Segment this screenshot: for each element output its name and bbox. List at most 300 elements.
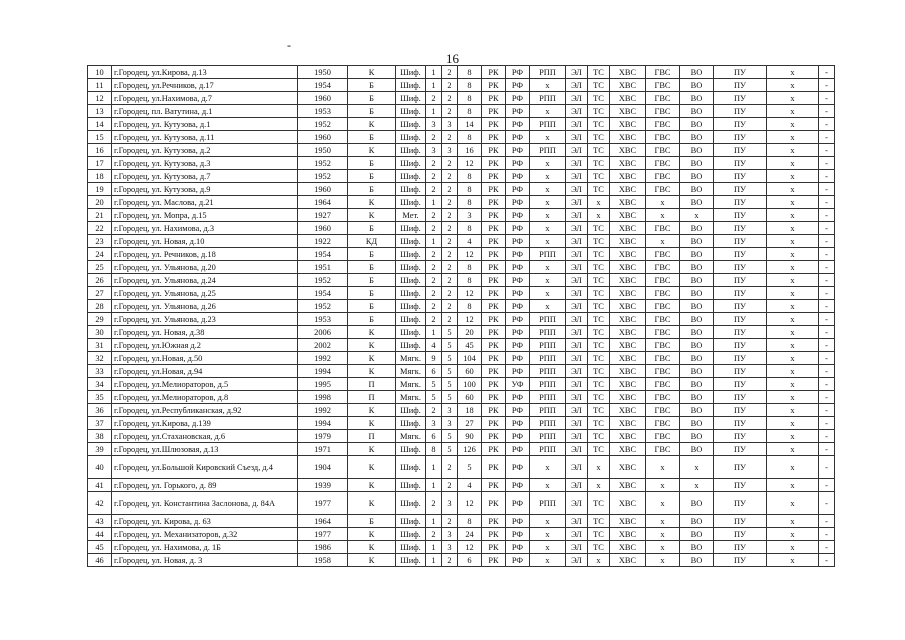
- table-cell: 1994: [298, 365, 348, 378]
- table-cell: ЭЛ: [566, 157, 588, 170]
- table-cell: 2: [442, 92, 458, 105]
- table-cell: 12: [458, 287, 482, 300]
- table-cell: К: [348, 554, 396, 567]
- table-cell: 2: [426, 300, 442, 313]
- table-cell: ХВС: [610, 326, 646, 339]
- table-cell: РПП: [530, 417, 566, 430]
- table-cell: 3: [442, 144, 458, 157]
- table-cell: 2: [442, 313, 458, 326]
- address-cell: г.Городец, ул.Кирова, д.139: [112, 417, 298, 430]
- table-cell: 1: [426, 105, 442, 118]
- table-cell: Б: [348, 157, 396, 170]
- table-cell: ВО: [680, 157, 714, 170]
- table-cell: Шиф.: [396, 492, 426, 515]
- table-cell: 2: [442, 235, 458, 248]
- table-cell: х: [767, 541, 819, 554]
- row-number-cell: 45: [88, 541, 112, 554]
- table-cell: ЭЛ: [566, 209, 588, 222]
- table-cell: РК: [482, 492, 506, 515]
- table-cell: ТС: [588, 92, 610, 105]
- table-cell: РФ: [506, 391, 530, 404]
- table-cell: 1: [426, 541, 442, 554]
- row-number-cell: 27: [88, 287, 112, 300]
- table-cell: РПП: [530, 404, 566, 417]
- table-cell: ТС: [588, 300, 610, 313]
- table-cell: 60: [458, 391, 482, 404]
- table-cell: ТС: [588, 131, 610, 144]
- table-cell: Шиф.: [396, 131, 426, 144]
- table-cell: ТС: [588, 274, 610, 287]
- table-cell: РФ: [506, 456, 530, 479]
- table-cell: РК: [482, 170, 506, 183]
- table-cell: х: [588, 554, 610, 567]
- table-cell: ХВС: [610, 209, 646, 222]
- table-cell: 2: [426, 274, 442, 287]
- table-cell: 12: [458, 157, 482, 170]
- table-cell: Мягк.: [396, 391, 426, 404]
- table-cell: Б: [348, 170, 396, 183]
- table-cell: х: [767, 456, 819, 479]
- address-cell: г.Городец, ул.Шлюзовая, д.13: [112, 443, 298, 456]
- table-cell: РФ: [506, 443, 530, 456]
- table-cell: х: [767, 118, 819, 131]
- table-cell: РК: [482, 274, 506, 287]
- table-row: [88, 391, 835, 404]
- table-cell: -: [819, 479, 835, 492]
- table-cell: ТС: [588, 183, 610, 196]
- table-cell: х: [646, 515, 680, 528]
- row-number-cell: 42: [88, 492, 112, 515]
- table-cell: ПУ: [714, 196, 767, 209]
- table-cell: х: [767, 157, 819, 170]
- table-row: [88, 417, 835, 430]
- table-cell: Шиф.: [396, 92, 426, 105]
- table-cell: х: [646, 235, 680, 248]
- table-cell: К: [348, 541, 396, 554]
- table-cell: 1927: [298, 209, 348, 222]
- table-cell: РК: [482, 391, 506, 404]
- row-number-cell: 44: [88, 528, 112, 541]
- table-cell: ХВС: [610, 443, 646, 456]
- table-row: [88, 430, 835, 443]
- table-cell: -: [819, 515, 835, 528]
- table-cell: ЭЛ: [566, 352, 588, 365]
- table-cell: 2: [442, 222, 458, 235]
- row-number-cell: 12: [88, 92, 112, 105]
- table-cell: ГВС: [646, 92, 680, 105]
- table-cell: 27: [458, 417, 482, 430]
- table-row: [88, 365, 835, 378]
- table-row: [88, 443, 835, 456]
- table-cell: ГВС: [646, 339, 680, 352]
- table-cell: ЭЛ: [566, 541, 588, 554]
- table-cell: х: [767, 235, 819, 248]
- table-cell: ВО: [680, 183, 714, 196]
- table-cell: 2: [426, 492, 442, 515]
- table-cell: ЭЛ: [566, 443, 588, 456]
- table-cell: ВО: [680, 131, 714, 144]
- table-cell: х: [767, 131, 819, 144]
- table-cell: ЭЛ: [566, 326, 588, 339]
- address-cell: г.Городец, ул. Механизаторов, д.32: [112, 528, 298, 541]
- table-cell: К: [348, 66, 396, 79]
- table-cell: х: [767, 261, 819, 274]
- table-cell: ТС: [588, 248, 610, 261]
- table-row: [88, 79, 835, 92]
- table-cell: РФ: [506, 352, 530, 365]
- row-number-cell: 21: [88, 209, 112, 222]
- table-cell: 2: [426, 528, 442, 541]
- table-cell: РФ: [506, 554, 530, 567]
- table-cell: -: [819, 261, 835, 274]
- table-cell: ВО: [680, 339, 714, 352]
- table-cell: х: [588, 209, 610, 222]
- address-cell: г.Городец, ул. Горького, д. 89: [112, 479, 298, 492]
- table-cell: -: [819, 209, 835, 222]
- table-cell: ЭЛ: [566, 222, 588, 235]
- table-cell: ХВС: [610, 300, 646, 313]
- table-cell: ПУ: [714, 404, 767, 417]
- table-cell: х: [767, 183, 819, 196]
- table-cell: 5: [442, 443, 458, 456]
- address-cell: г.Городец, ул. Кутузова, д.11: [112, 131, 298, 144]
- table-cell: РК: [482, 443, 506, 456]
- address-cell: г.Городец, ул.Мелиораторов, д.8: [112, 391, 298, 404]
- table-cell: 1950: [298, 144, 348, 157]
- table-cell: х: [530, 274, 566, 287]
- table-cell: ХВС: [610, 391, 646, 404]
- table-cell: Шиф.: [396, 170, 426, 183]
- table-cell: РК: [482, 235, 506, 248]
- table-cell: ЭЛ: [566, 528, 588, 541]
- table-cell: ЭЛ: [566, 417, 588, 430]
- table-cell: Шиф.: [396, 313, 426, 326]
- table-cell: ВО: [680, 248, 714, 261]
- address-cell: г.Городец, ул. Новая, д. 3: [112, 554, 298, 567]
- table-cell: х: [767, 391, 819, 404]
- table-cell: РФ: [506, 492, 530, 515]
- table-cell: Шиф.: [396, 144, 426, 157]
- table-cell: ХВС: [610, 157, 646, 170]
- table-row: [88, 300, 835, 313]
- table-cell: 1960: [298, 222, 348, 235]
- table-cell: ПУ: [714, 287, 767, 300]
- table-cell: РК: [482, 144, 506, 157]
- table-cell: х: [588, 456, 610, 479]
- table-cell: х: [646, 196, 680, 209]
- table-cell: х: [530, 541, 566, 554]
- table-cell: Шиф.: [396, 105, 426, 118]
- table-cell: 2: [442, 183, 458, 196]
- table-cell: РК: [482, 554, 506, 567]
- table-cell: 2: [426, 209, 442, 222]
- table-cell: РПП: [530, 378, 566, 391]
- address-cell: г.Городец, ул. Кутузова, д.2: [112, 144, 298, 157]
- table-cell: ВО: [680, 391, 714, 404]
- table-row: [88, 222, 835, 235]
- table-cell: ПУ: [714, 456, 767, 479]
- address-cell: г.Городец, ул. Ульянова, д.25: [112, 287, 298, 300]
- table-cell: ЭЛ: [566, 105, 588, 118]
- table-cell: ХВС: [610, 131, 646, 144]
- address-cell: г.Городец, ул. Ульянова, д.23: [112, 313, 298, 326]
- table-cell: 3: [442, 417, 458, 430]
- table-cell: РПП: [530, 66, 566, 79]
- table-cell: 2: [426, 92, 442, 105]
- table-cell: К: [348, 144, 396, 157]
- table-cell: ТС: [588, 430, 610, 443]
- table-cell: х: [646, 554, 680, 567]
- table-cell: 1952: [298, 170, 348, 183]
- table-cell: 1: [426, 479, 442, 492]
- table-cell: ВО: [680, 222, 714, 235]
- table-cell: РК: [482, 287, 506, 300]
- table-cell: 2: [442, 479, 458, 492]
- table-cell: 8: [458, 196, 482, 209]
- table-cell: ЭЛ: [566, 515, 588, 528]
- table-cell: РПП: [530, 443, 566, 456]
- table-cell: ВО: [680, 261, 714, 274]
- table-cell: 14: [458, 118, 482, 131]
- table-cell: 3: [426, 417, 442, 430]
- table-cell: 8: [458, 183, 482, 196]
- table-cell: ГВС: [646, 417, 680, 430]
- row-number-cell: 29: [88, 313, 112, 326]
- table-cell: х: [767, 326, 819, 339]
- table-cell: х: [646, 492, 680, 515]
- table-cell: 8: [426, 443, 442, 456]
- table-cell: 5: [442, 352, 458, 365]
- table-cell: РФ: [506, 66, 530, 79]
- table-cell: ТС: [588, 515, 610, 528]
- table-cell: РК: [482, 196, 506, 209]
- table-row: [88, 157, 835, 170]
- table-cell: 1954: [298, 248, 348, 261]
- row-number-cell: 15: [88, 131, 112, 144]
- table-cell: УФ: [506, 378, 530, 391]
- table-cell: ВО: [680, 515, 714, 528]
- table-cell: ТС: [588, 287, 610, 300]
- table-cell: х: [530, 170, 566, 183]
- table-cell: ПУ: [714, 222, 767, 235]
- table-cell: 1995: [298, 378, 348, 391]
- table-cell: ПУ: [714, 92, 767, 105]
- row-number-cell: 43: [88, 515, 112, 528]
- table-cell: РПП: [530, 248, 566, 261]
- address-cell: г.Городец, ул.Новая, д.50: [112, 352, 298, 365]
- table-cell: х: [530, 554, 566, 567]
- address-cell: г.Городец, ул.Стахановская, д.6: [112, 430, 298, 443]
- address-cell: г.Городец, ул.Южная д.2: [112, 339, 298, 352]
- table-cell: х: [680, 456, 714, 479]
- table-cell: х: [767, 404, 819, 417]
- table-cell: х: [767, 170, 819, 183]
- table-cell: -: [819, 300, 835, 313]
- table-cell: РПП: [530, 430, 566, 443]
- table-cell: Шиф.: [396, 417, 426, 430]
- table-cell: х: [680, 209, 714, 222]
- table-cell: ХВС: [610, 417, 646, 430]
- table-cell: РК: [482, 352, 506, 365]
- table-cell: 1: [426, 456, 442, 479]
- table-cell: ПУ: [714, 170, 767, 183]
- table-cell: Шиф.: [396, 183, 426, 196]
- table-cell: х: [767, 352, 819, 365]
- table-cell: 1952: [298, 274, 348, 287]
- table-cell: х: [530, 79, 566, 92]
- table-cell: -: [819, 404, 835, 417]
- table-cell: 20: [458, 326, 482, 339]
- table-cell: х: [530, 196, 566, 209]
- table-cell: РК: [482, 430, 506, 443]
- address-cell: г.Городец, ул.Республиканская, д.92: [112, 404, 298, 417]
- table-cell: х: [530, 131, 566, 144]
- table-cell: ТС: [588, 144, 610, 157]
- table-cell: 2: [426, 183, 442, 196]
- address-cell: г.Городец, ул. Кутузова, д.1: [112, 118, 298, 131]
- table-cell: КД: [348, 235, 396, 248]
- row-number-cell: 18: [88, 170, 112, 183]
- table-cell: ЭЛ: [566, 456, 588, 479]
- table-cell: ГВС: [646, 222, 680, 235]
- table-cell: ХВС: [610, 92, 646, 105]
- table-cell: ГВС: [646, 391, 680, 404]
- table-cell: ПУ: [714, 492, 767, 515]
- table-cell: -: [819, 196, 835, 209]
- table-cell: ВО: [680, 541, 714, 554]
- table-row: [88, 235, 835, 248]
- table-cell: ХВС: [610, 183, 646, 196]
- row-number-cell: 20: [88, 196, 112, 209]
- table-cell: ХВС: [610, 404, 646, 417]
- table-cell: ТС: [588, 339, 610, 352]
- table-cell: 2: [426, 404, 442, 417]
- address-cell: г.Городец, ул.Мелиораторов, д.5: [112, 378, 298, 391]
- table-cell: ГВС: [646, 430, 680, 443]
- table-cell: ГВС: [646, 326, 680, 339]
- table-cell: Б: [348, 261, 396, 274]
- table-cell: х: [588, 196, 610, 209]
- table-cell: РК: [482, 209, 506, 222]
- address-cell: г.Городец, ул. Кирова, д. 63: [112, 515, 298, 528]
- table-cell: ПУ: [714, 248, 767, 261]
- table-cell: 2: [442, 456, 458, 479]
- table-cell: Шиф.: [396, 404, 426, 417]
- table-cell: 2: [426, 157, 442, 170]
- table-cell: РФ: [506, 339, 530, 352]
- table-cell: 4: [426, 339, 442, 352]
- table-row: [88, 196, 835, 209]
- table-cell: ЭЛ: [566, 235, 588, 248]
- table-cell: Б: [348, 313, 396, 326]
- table-cell: х: [767, 300, 819, 313]
- table-cell: х: [530, 479, 566, 492]
- table-cell: ПУ: [714, 352, 767, 365]
- table-cell: ХВС: [610, 144, 646, 157]
- table-cell: ПУ: [714, 79, 767, 92]
- table-cell: ЭЛ: [566, 170, 588, 183]
- table-cell: РФ: [506, 183, 530, 196]
- table-cell: Б: [348, 105, 396, 118]
- table-cell: ЭЛ: [566, 404, 588, 417]
- table-cell: Мягк.: [396, 352, 426, 365]
- table-cell: 5: [442, 326, 458, 339]
- table-cell: х: [530, 528, 566, 541]
- table-cell: ПУ: [714, 443, 767, 456]
- table-cell: ТС: [588, 313, 610, 326]
- table-cell: РК: [482, 404, 506, 417]
- table-cell: РФ: [506, 157, 530, 170]
- table-cell: ПУ: [714, 274, 767, 287]
- row-number-cell: 10: [88, 66, 112, 79]
- table-cell: х: [767, 105, 819, 118]
- table-cell: ТС: [588, 443, 610, 456]
- table-cell: 45: [458, 339, 482, 352]
- stray-mark: -: [287, 38, 291, 52]
- table-row: [88, 118, 835, 131]
- table-cell: 9: [426, 352, 442, 365]
- table-cell: ГВС: [646, 79, 680, 92]
- table-cell: 12: [458, 492, 482, 515]
- table-cell: ХВС: [610, 456, 646, 479]
- table-cell: -: [819, 492, 835, 515]
- table-cell: ХВС: [610, 492, 646, 515]
- table-cell: Шиф.: [396, 456, 426, 479]
- table-cell: ХВС: [610, 515, 646, 528]
- table-cell: -: [819, 183, 835, 196]
- table-cell: Шиф.: [396, 287, 426, 300]
- address-cell: г.Городец, ул. Кутузова, д.7: [112, 170, 298, 183]
- table-cell: ХВС: [610, 170, 646, 183]
- table-cell: ВО: [680, 170, 714, 183]
- table-cell: 1952: [298, 118, 348, 131]
- table-cell: ПУ: [714, 66, 767, 79]
- table-cell: -: [819, 157, 835, 170]
- table-cell: -: [819, 105, 835, 118]
- table-cell: РФ: [506, 222, 530, 235]
- table-cell: -: [819, 235, 835, 248]
- table-cell: РПП: [530, 352, 566, 365]
- table-cell: х: [767, 430, 819, 443]
- table-cell: ХВС: [610, 196, 646, 209]
- table-cell: ВО: [680, 528, 714, 541]
- table-cell: Б: [348, 515, 396, 528]
- table-cell: РФ: [506, 170, 530, 183]
- table-cell: ВО: [680, 274, 714, 287]
- table-cell: РК: [482, 222, 506, 235]
- table-cell: Б: [348, 274, 396, 287]
- table-cell: К: [348, 404, 396, 417]
- table-cell: РФ: [506, 404, 530, 417]
- table-row: [88, 287, 835, 300]
- table-cell: Б: [348, 222, 396, 235]
- table-cell: х: [767, 222, 819, 235]
- table-row: [88, 170, 835, 183]
- table-cell: РФ: [506, 479, 530, 492]
- table-cell: 1: [426, 326, 442, 339]
- table-cell: -: [819, 554, 835, 567]
- table-cell: -: [819, 352, 835, 365]
- table-cell: ВО: [680, 105, 714, 118]
- table-cell: ГВС: [646, 443, 680, 456]
- table-cell: 8: [458, 222, 482, 235]
- table-cell: -: [819, 541, 835, 554]
- table-cell: РФ: [506, 261, 530, 274]
- table-cell: ПУ: [714, 118, 767, 131]
- table-cell: ВО: [680, 352, 714, 365]
- table-cell: ТС: [588, 528, 610, 541]
- table-cell: ЭЛ: [566, 183, 588, 196]
